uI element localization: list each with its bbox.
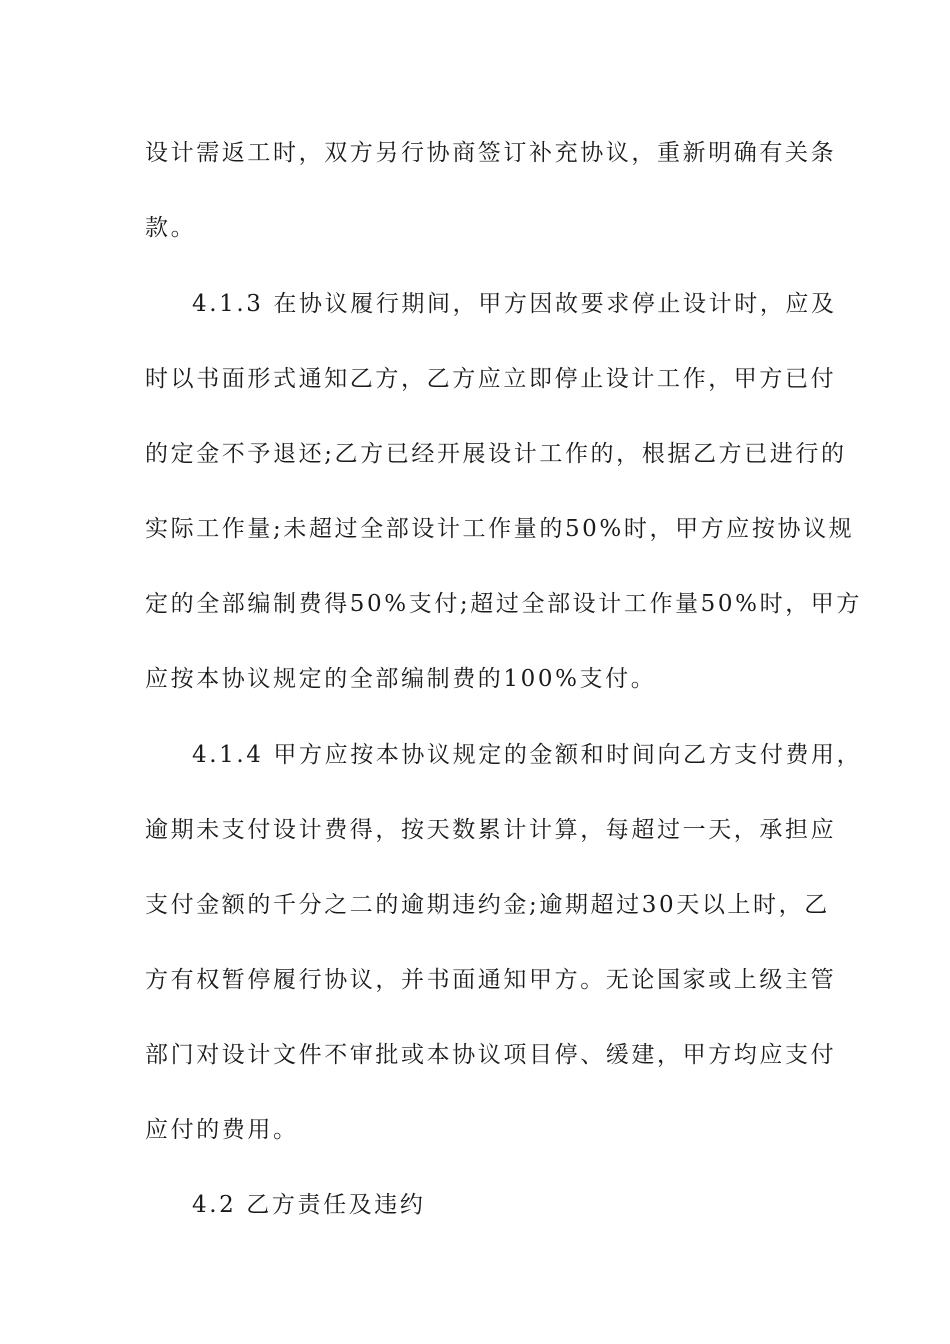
text-line: 方有权暂停履行协议，并书面通知甲方。无论国家或上级主管 [145,967,837,993]
text-line: 实际工作量;未超过全部设计工作量的50%时，甲方应按协议规 [145,516,855,542]
text-line: 应付的费用。 [145,1117,299,1143]
text-line: 定的全部编制费得50%支付;超过全部设计工作量50%时，甲方 [145,591,862,617]
text-line: 的定金不予退还;乙方已经开展设计工作的，根据乙方已进行的 [145,441,847,467]
text-line: 支付金额的千分之二的逾期违约金;逾期超过30天以上时，乙 [145,892,830,918]
text-line: 逾期未支付设计费得，按天数累计计算，每超过一天，承担应 [145,817,837,843]
text-line: 设计需返工时，双方另行协商签订补充协议，重新明确有关条 [145,140,837,166]
section-4-2-heading: 4.2 乙方责任及违约 [192,1192,426,1218]
text-line: 部门对设计文件不审批或本协议项目停、缓建，甲方均应支付 [145,1042,837,1068]
clause-4-1-3-heading-line: 4.1.3 在协议履行期间，甲方因故要求停止设计时，应及 [192,291,837,317]
text-line: 应按本协议规定的全部编制费的100%支付。 [145,666,657,692]
text-line: 时以书面形式通知乙方，乙方应立即停止设计工作，甲方已付 [145,366,837,392]
clause-4-1-4-heading-line: 4.1.4 甲方应按本协议规定的金额和时间向乙方支付费用， [192,742,863,768]
text-line: 款。 [145,215,197,241]
